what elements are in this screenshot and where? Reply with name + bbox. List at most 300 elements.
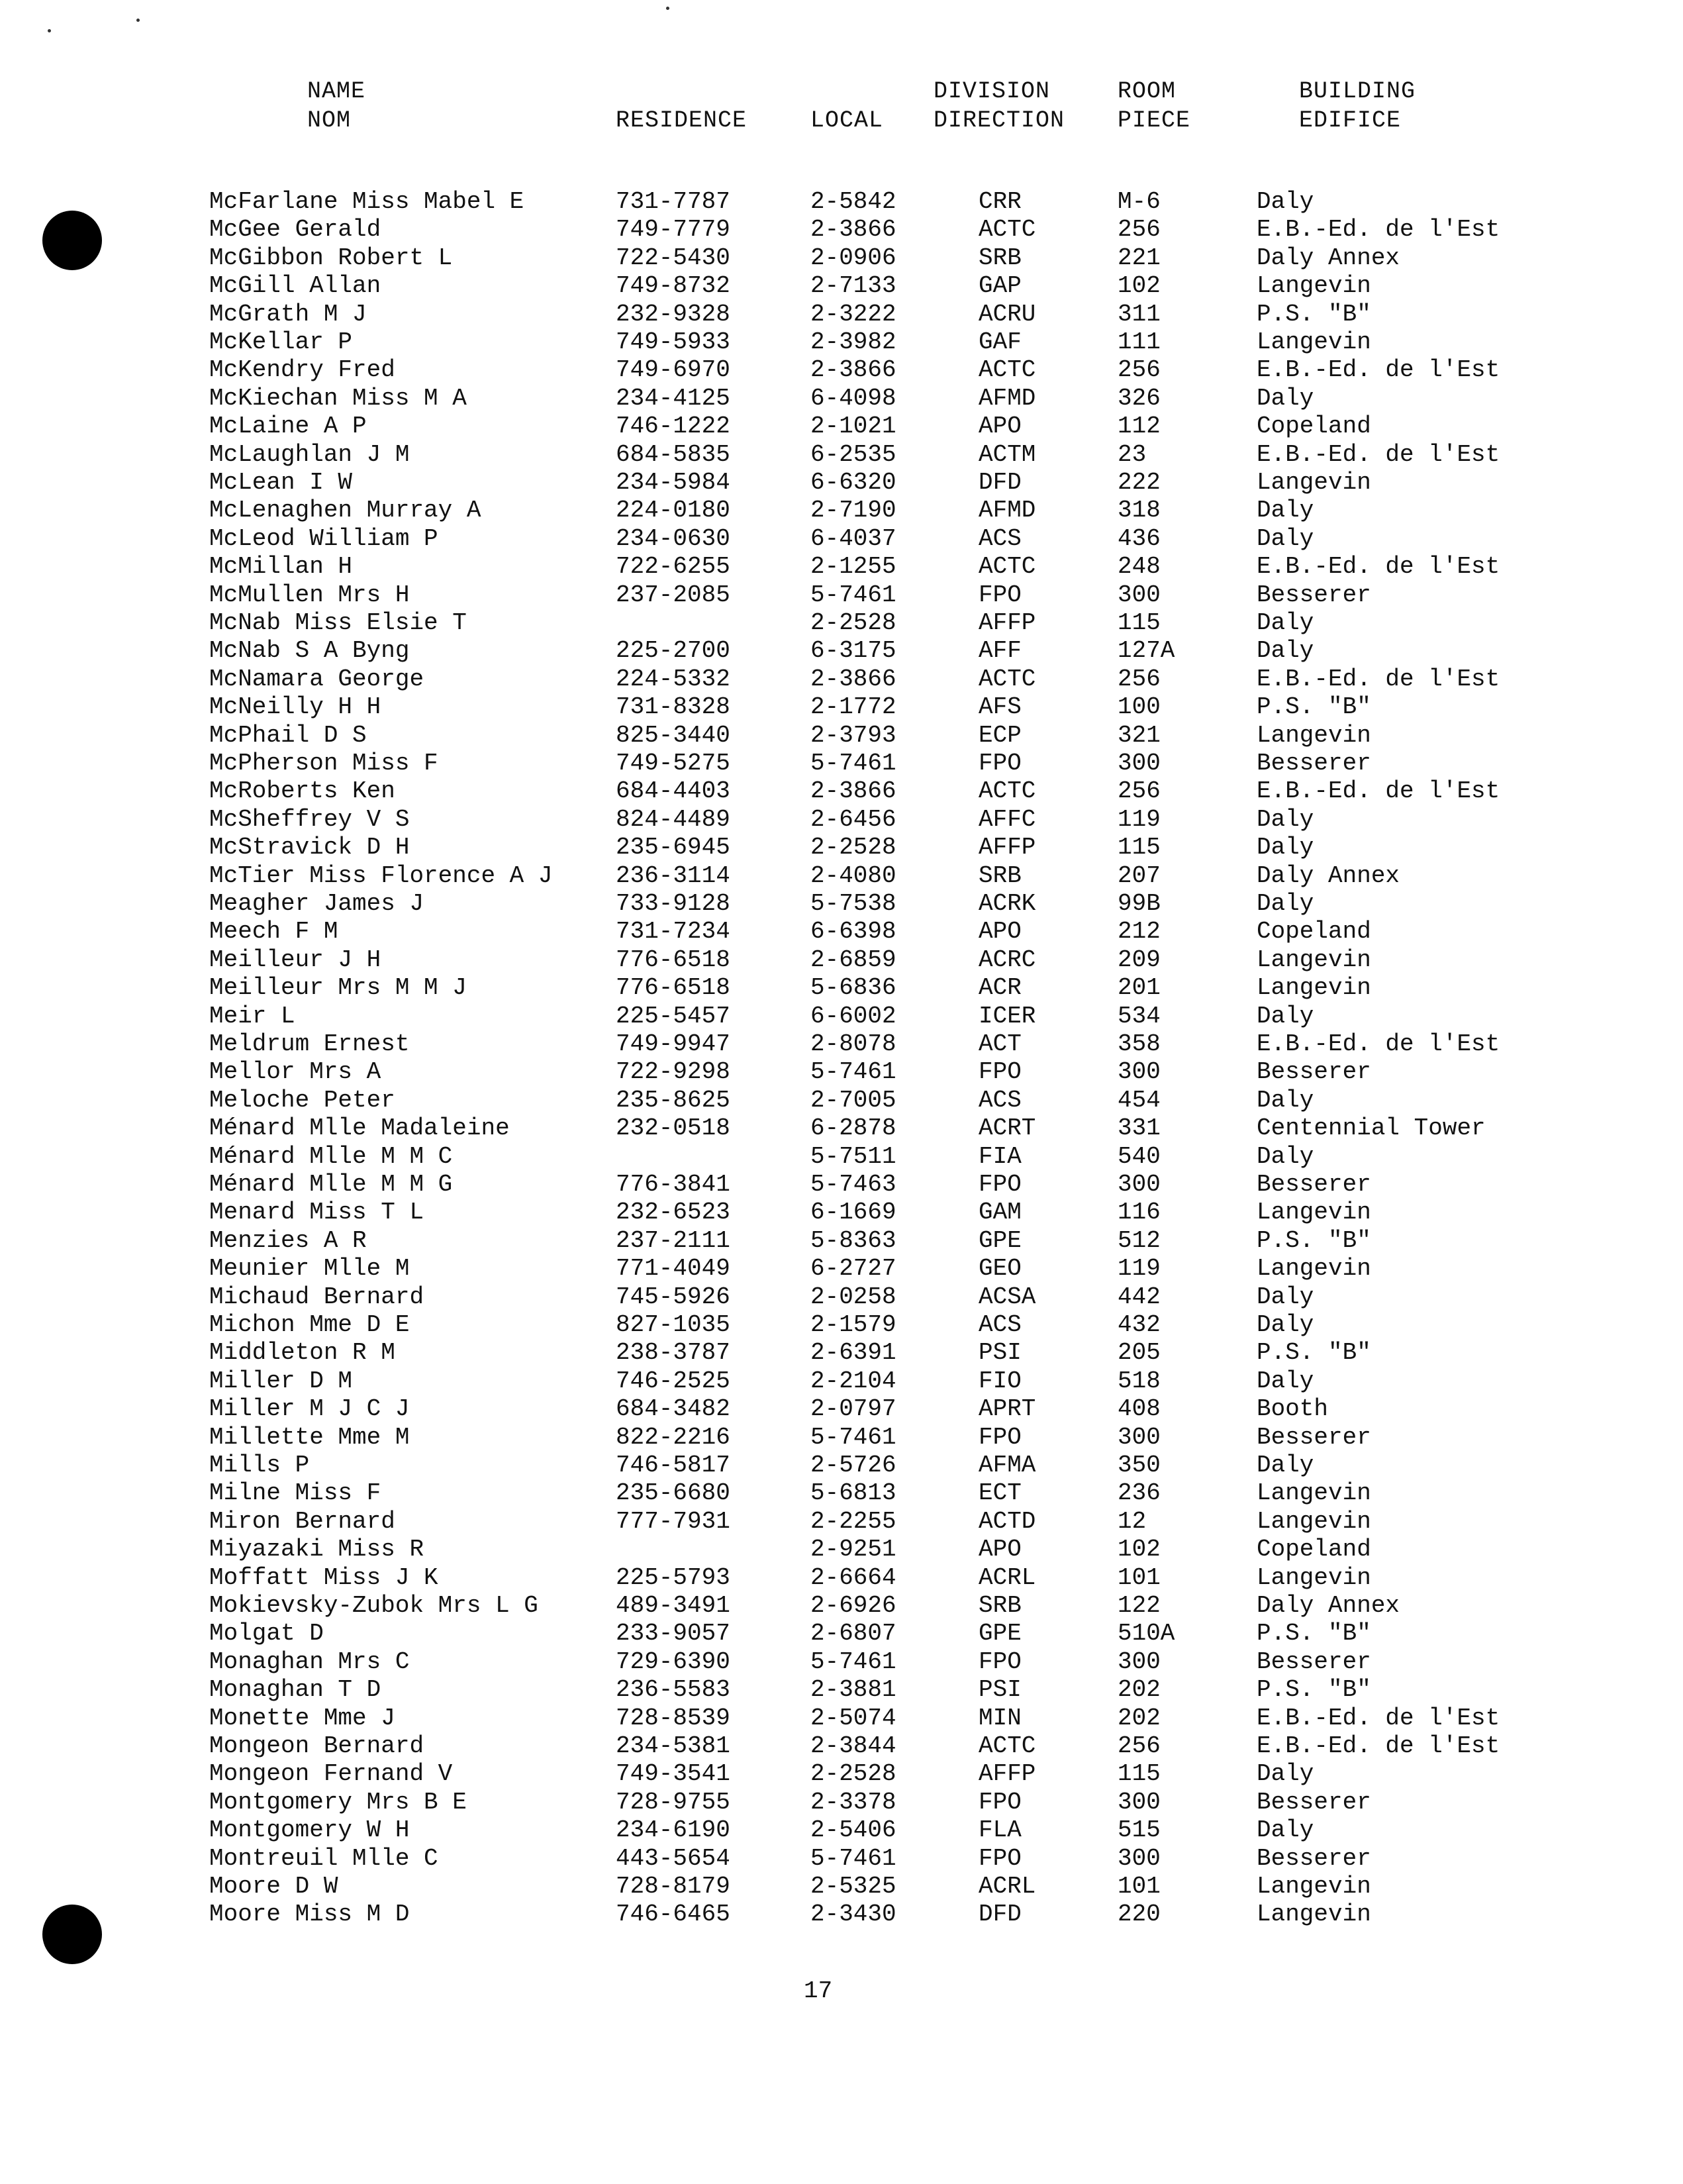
building-cell: Daly (1257, 1311, 1314, 1338)
building-cell: Besserer (1257, 1423, 1371, 1451)
building-cell: Besserer (1257, 1648, 1371, 1675)
residence-cell: 235-6945 (616, 834, 730, 862)
local-cell: 5-7461 (810, 1058, 896, 1086)
table-row (0, 1507, 1683, 1536)
room-cell: 111 (1118, 328, 1161, 356)
name-cell: Moore D W (209, 1873, 338, 1900)
table-row (0, 1535, 1683, 1564)
table-row (0, 244, 1683, 272)
division-cell: AFFP (979, 609, 1036, 636)
building-cell: Langevin (1257, 328, 1371, 356)
residence-cell: 746-1222 (616, 413, 730, 440)
building-cell: E.B.-Ed. de l'Est (1257, 216, 1500, 244)
building-cell: Langevin (1257, 1199, 1371, 1226)
local-cell: 5-7538 (810, 890, 896, 917)
table-row (0, 1338, 1683, 1367)
name-cell: McNab Miss Elsie T (209, 609, 467, 636)
name-cell: Milne Miss F (209, 1479, 381, 1507)
building-cell: Langevin (1257, 1507, 1371, 1535)
division-cell: DFD (979, 1901, 1022, 1928)
residence-cell: 776-6518 (616, 974, 730, 1002)
name-cell: Millette Mme M (209, 1423, 410, 1451)
room-cell: 358 (1118, 1030, 1161, 1058)
division-cell: SRB (979, 244, 1022, 272)
room-cell: 122 (1118, 1592, 1161, 1619)
table-row (0, 1395, 1683, 1423)
building-cell: Daly (1257, 1142, 1314, 1170)
residence-cell: 684-3482 (616, 1395, 730, 1423)
division-cell: GPE (979, 1620, 1022, 1648)
residence-cell: 825-3440 (616, 721, 730, 749)
local-cell: 2-3866 (810, 777, 896, 805)
building-cell: E.B.-Ed. de l'Est (1257, 1030, 1500, 1058)
residence-cell: 225-5457 (616, 1002, 730, 1030)
local-cell: 2-3793 (810, 721, 896, 749)
table-row (0, 693, 1683, 721)
speck (666, 7, 669, 10)
table-row (0, 1086, 1683, 1115)
division-cell: FPO (979, 1058, 1022, 1086)
name-cell: Molgat D (209, 1620, 324, 1648)
table-row (0, 1619, 1683, 1648)
division-cell: ACTC (979, 216, 1036, 244)
room-cell: 115 (1118, 834, 1161, 862)
name-cell: McLenaghen Murray A (209, 497, 481, 524)
division-cell: ACTC (979, 553, 1036, 581)
name-cell: Middleton R M (209, 1339, 395, 1367)
name-cell: McGill Allan (209, 272, 381, 300)
table-row (0, 328, 1683, 356)
division-cell: ACS (979, 1086, 1022, 1114)
room-cell: 534 (1118, 1002, 1161, 1030)
table-row (0, 1311, 1683, 1339)
residence-cell: 746-5817 (616, 1452, 730, 1479)
name-cell: Menzies A R (209, 1226, 367, 1254)
building-cell: E.B.-Ed. de l'Est (1257, 1732, 1500, 1760)
local-cell: 2-1772 (810, 693, 896, 721)
local-cell: 6-2878 (810, 1115, 896, 1142)
room-cell: 256 (1118, 665, 1161, 693)
name-cell: McFarlane Miss Mabel E (209, 188, 524, 215)
room-cell: 119 (1118, 805, 1161, 833)
room-cell: 518 (1118, 1367, 1161, 1395)
room-cell: 212 (1118, 918, 1161, 946)
local-cell: 5-7463 (810, 1171, 896, 1198)
room-cell: 318 (1118, 497, 1161, 524)
building-cell: E.B.-Ed. de l'Est (1257, 1704, 1500, 1732)
room-cell: 221 (1118, 244, 1161, 272)
division-cell: ACRU (979, 300, 1036, 328)
residence-cell: 232-0518 (616, 1115, 730, 1142)
local-cell: 6-3175 (810, 637, 896, 665)
table-row (0, 1283, 1683, 1311)
residence-cell: 235-6680 (616, 1479, 730, 1507)
division-cell: FPO (979, 1423, 1022, 1451)
name-cell: Montgomery Mrs B E (209, 1788, 467, 1816)
residence-cell: 232-6523 (616, 1199, 730, 1226)
building-cell: Daly (1257, 524, 1314, 552)
room-cell: 12 (1118, 1507, 1147, 1535)
local-cell: 2-2528 (810, 834, 896, 862)
table-row (0, 917, 1683, 946)
room-cell: 23 (1118, 440, 1147, 468)
table-row (0, 1142, 1683, 1171)
room-cell: 300 (1118, 1844, 1161, 1872)
division-cell: FPO (979, 1788, 1022, 1816)
residence-cell: 722-5430 (616, 244, 730, 272)
header-room-en: ROOM (1118, 78, 1177, 105)
division-cell: ACTD (979, 1507, 1036, 1535)
local-cell: 5-7461 (810, 1423, 896, 1451)
local-cell: 2-5325 (810, 1873, 896, 1900)
residence-cell: 443-5654 (616, 1844, 730, 1872)
name-cell: Monaghan T D (209, 1676, 381, 1704)
building-cell: Besserer (1257, 1788, 1371, 1816)
table-row (0, 468, 1683, 497)
building-cell: Langevin (1257, 1255, 1371, 1283)
local-cell: 2-7005 (810, 1086, 896, 1114)
residence-cell: 722-9298 (616, 1058, 730, 1086)
name-cell: Meir L (209, 1002, 295, 1030)
header-building (1299, 77, 1416, 135)
division-cell: CRR (979, 188, 1022, 215)
residence-cell: 827-1035 (616, 1311, 730, 1338)
division-cell: FPO (979, 750, 1022, 777)
building-cell: P.S. "B" (1257, 1676, 1371, 1704)
building-cell: Daly (1257, 609, 1314, 636)
division-cell: ACTC (979, 777, 1036, 805)
name-cell: McTier Miss Florence A J (209, 862, 553, 889)
division-cell: MIN (979, 1704, 1022, 1732)
name-cell: Miller D M (209, 1367, 353, 1395)
room-cell: 102 (1118, 1536, 1161, 1564)
residence-cell: 728-8539 (616, 1704, 730, 1732)
room-cell: 236 (1118, 1479, 1161, 1507)
division-cell: AFFC (979, 805, 1036, 833)
name-cell: Ménard Mlle M M C (209, 1142, 453, 1170)
local-cell: 6-6398 (810, 918, 896, 946)
building-cell: Daly (1257, 805, 1314, 833)
name-cell: McNamara George (209, 665, 424, 693)
room-cell: 256 (1118, 1732, 1161, 1760)
room-cell: 202 (1118, 1676, 1161, 1704)
local-cell: 2-1021 (810, 413, 896, 440)
local-cell: 2-6859 (810, 946, 896, 973)
table-row (0, 1816, 1683, 1844)
residence-cell: 235-8625 (616, 1086, 730, 1114)
local-cell: 2-3866 (810, 216, 896, 244)
building-cell: Langevin (1257, 1564, 1371, 1591)
name-cell: Montreuil Mlle C (209, 1844, 438, 1872)
room-cell: 350 (1118, 1452, 1161, 1479)
room-cell: 321 (1118, 721, 1161, 749)
residence-cell: 776-6518 (616, 946, 730, 973)
room-cell: 115 (1118, 1760, 1161, 1788)
residence-cell: 225-5793 (616, 1564, 730, 1591)
division-cell: APO (979, 918, 1022, 946)
division-cell: ACS (979, 1311, 1022, 1338)
room-cell: 515 (1118, 1816, 1161, 1844)
header-division (934, 77, 1065, 135)
room-cell: 512 (1118, 1226, 1161, 1254)
local-cell: 2-2528 (810, 1760, 896, 1788)
room-cell: 326 (1118, 384, 1161, 412)
local-cell: 6-4098 (810, 384, 896, 412)
table-row (0, 665, 1683, 693)
header-name-fr: NOM (307, 107, 352, 134)
building-cell: Centennial Tower (1257, 1115, 1486, 1142)
table-row (0, 440, 1683, 469)
table-row (0, 1030, 1683, 1058)
room-cell: 300 (1118, 1423, 1161, 1451)
table-row (0, 356, 1683, 384)
building-cell: P.S. "B" (1257, 1339, 1371, 1367)
header-division-en: DIVISION (934, 78, 1051, 105)
local-cell: 2-7190 (810, 497, 896, 524)
division-cell: ACRK (979, 890, 1036, 917)
building-cell: Daly (1257, 637, 1314, 665)
building-cell: Besserer (1257, 1844, 1371, 1872)
building-cell: Langevin (1257, 1873, 1371, 1900)
table-row (0, 1760, 1683, 1788)
division-cell: GEO (979, 1255, 1022, 1283)
room-cell: M-6 (1118, 188, 1161, 215)
table-row (0, 1114, 1683, 1142)
local-cell: 2-2104 (810, 1367, 896, 1395)
residence-cell: 729-6390 (616, 1648, 730, 1675)
name-cell: McKendry Fred (209, 356, 395, 384)
building-cell: Daly Annex (1257, 1592, 1400, 1619)
building-cell: Copeland (1257, 918, 1371, 946)
building-cell: Daly (1257, 890, 1314, 917)
local-cell: 5-7461 (810, 581, 896, 609)
division-cell: ECT (979, 1479, 1022, 1507)
table-row (0, 777, 1683, 805)
room-cell: 201 (1118, 974, 1161, 1002)
residence-cell: 733-9128 (616, 890, 730, 917)
division-cell: ACRT (979, 1115, 1036, 1142)
division-cell: FIA (979, 1142, 1022, 1170)
division-cell: ICER (979, 1002, 1036, 1030)
table-row (0, 1732, 1683, 1760)
local-cell: 5-8363 (810, 1226, 896, 1254)
name-cell: Meunier Mlle M (209, 1255, 410, 1283)
local-cell: 5-6836 (810, 974, 896, 1002)
room-cell: 408 (1118, 1395, 1161, 1423)
division-cell: FPO (979, 581, 1022, 609)
room-cell: 100 (1118, 693, 1161, 721)
header-room (1118, 77, 1190, 135)
division-cell: ACR (979, 974, 1022, 1002)
building-cell: Daly (1257, 834, 1314, 862)
building-cell: Langevin (1257, 721, 1371, 749)
residence-cell: 731-8328 (616, 693, 730, 721)
name-cell: Mongeon Bernard (209, 1732, 424, 1760)
table-row (0, 1479, 1683, 1507)
name-cell: Moffatt Miss J K (209, 1564, 438, 1591)
division-cell: ACTC (979, 356, 1036, 384)
name-cell: McLean I W (209, 469, 353, 496)
building-cell: Daly (1257, 1002, 1314, 1030)
residence-cell: 234-5984 (616, 469, 730, 496)
local-cell: 6-1669 (810, 1199, 896, 1226)
table-row (0, 1002, 1683, 1030)
name-cell: McPherson Miss F (209, 750, 438, 777)
table-row (0, 581, 1683, 609)
local-cell: 6-4037 (810, 524, 896, 552)
name-cell: McGibbon Robert L (209, 244, 453, 272)
local-cell: 2-7133 (810, 272, 896, 300)
building-cell: P.S. "B" (1257, 693, 1371, 721)
table-row (0, 524, 1683, 553)
local-cell: 2-6926 (810, 1592, 896, 1619)
local-cell: 2-5406 (810, 1816, 896, 1844)
room-cell: 119 (1118, 1255, 1161, 1283)
name-cell: Ménard Mlle Madaleine (209, 1115, 510, 1142)
name-cell: McLeod William P (209, 524, 438, 552)
table-row (0, 862, 1683, 890)
building-cell: Daly Annex (1257, 244, 1400, 272)
residence-cell: 234-5381 (616, 1732, 730, 1760)
division-cell: FLA (979, 1816, 1022, 1844)
table-row (0, 1564, 1683, 1592)
division-cell: ACT (979, 1030, 1022, 1058)
residence-cell: 746-6465 (616, 1901, 730, 1928)
residence-cell: 234-0630 (616, 524, 730, 552)
name-cell: Mills P (209, 1452, 310, 1479)
building-cell: E.B.-Ed. de l'Est (1257, 665, 1500, 693)
division-cell: AFFP (979, 1760, 1036, 1788)
name-cell: Meagher James J (209, 890, 424, 917)
name-cell: McMullen Mrs H (209, 581, 410, 609)
division-cell: GAP (979, 272, 1022, 300)
local-cell: 2-3982 (810, 328, 896, 356)
room-cell: 101 (1118, 1564, 1161, 1591)
building-cell: Copeland (1257, 413, 1371, 440)
local-cell: 2-9251 (810, 1536, 896, 1564)
header-name-en: NAME (307, 78, 366, 105)
name-cell: McSheffrey V S (209, 805, 410, 833)
name-cell: Miyazaki Miss R (209, 1536, 424, 1564)
local-cell: 2-0906 (810, 244, 896, 272)
division-cell: PSI (979, 1339, 1022, 1367)
building-cell: Besserer (1257, 750, 1371, 777)
name-cell: Meech F M (209, 918, 338, 946)
building-cell: Daly Annex (1257, 862, 1400, 889)
local-cell: 2-5842 (810, 188, 896, 215)
local-cell: 2-3378 (810, 1788, 896, 1816)
local-cell: 2-0797 (810, 1395, 896, 1423)
residence-cell: 728-8179 (616, 1873, 730, 1900)
table-row (0, 1872, 1683, 1901)
residence-cell: 236-3114 (616, 862, 730, 889)
name-cell: Mokievsky-Zubok Mrs L G (209, 1592, 538, 1619)
name-cell: Menard Miss T L (209, 1199, 424, 1226)
header-building-en: BUILDING (1299, 78, 1416, 105)
room-cell: 205 (1118, 1339, 1161, 1367)
local-cell: 2-5074 (810, 1704, 896, 1732)
division-cell: ACRL (979, 1873, 1036, 1900)
name-cell: Michaud Bernard (209, 1283, 424, 1311)
building-cell: Langevin (1257, 1901, 1371, 1928)
table-row (0, 721, 1683, 750)
name-cell: McGee Gerald (209, 216, 381, 244)
name-cell: Meloche Peter (209, 1086, 395, 1114)
building-cell: Langevin (1257, 1479, 1371, 1507)
local-cell: 5-7511 (810, 1142, 896, 1170)
room-cell: 127A (1118, 637, 1175, 665)
division-cell: ACTM (979, 440, 1036, 468)
name-cell: McNab S A Byng (209, 637, 410, 665)
local-cell: 6-2727 (810, 1255, 896, 1283)
table-row (0, 1704, 1683, 1732)
table-row (0, 973, 1683, 1002)
building-cell: Langevin (1257, 946, 1371, 973)
building-cell: Besserer (1257, 581, 1371, 609)
residence-cell: 684-5835 (616, 440, 730, 468)
name-cell: Mellor Mrs A (209, 1058, 381, 1086)
division-cell: DFD (979, 469, 1022, 496)
local-cell: 2-3844 (810, 1732, 896, 1760)
room-cell: 202 (1118, 1704, 1161, 1732)
building-cell: Daly (1257, 1452, 1314, 1479)
table-row (0, 833, 1683, 862)
room-cell: 207 (1118, 862, 1161, 889)
residence-cell: 777-7931 (616, 1507, 730, 1535)
local-cell: 2-6664 (810, 1564, 896, 1591)
room-cell: 300 (1118, 1788, 1161, 1816)
residence-cell: 233-9057 (616, 1620, 730, 1648)
residence-cell: 232-9328 (616, 300, 730, 328)
table-row (0, 1058, 1683, 1086)
residence-cell: 236-5583 (616, 1676, 730, 1704)
building-cell: Langevin (1257, 469, 1371, 496)
residence-cell: 489-3491 (616, 1592, 730, 1619)
building-cell: Besserer (1257, 1171, 1371, 1198)
building-cell: Langevin (1257, 974, 1371, 1002)
room-cell: 115 (1118, 609, 1161, 636)
residence-cell: 728-9755 (616, 1788, 730, 1816)
division-cell: GPE (979, 1226, 1022, 1254)
local-cell: 2-6456 (810, 805, 896, 833)
building-cell: Daly (1257, 1283, 1314, 1311)
division-cell: AFFP (979, 834, 1036, 862)
residence-cell: 684-4403 (616, 777, 730, 805)
table-row (0, 1367, 1683, 1395)
table-row (0, 1648, 1683, 1676)
building-cell: P.S. "B" (1257, 1226, 1371, 1254)
table-row (0, 384, 1683, 413)
table-row (0, 1675, 1683, 1704)
table-row (0, 1451, 1683, 1479)
room-cell: 116 (1118, 1199, 1161, 1226)
building-cell: Copeland (1257, 1536, 1371, 1564)
residence-cell: 731-7787 (616, 188, 730, 215)
table-row (0, 272, 1683, 300)
local-cell: 2-1255 (810, 553, 896, 581)
building-cell: P.S. "B" (1257, 300, 1371, 328)
residence-cell: 776-3841 (616, 1171, 730, 1198)
residence-cell: 722-6255 (616, 553, 730, 581)
room-cell: 300 (1118, 750, 1161, 777)
speck (136, 19, 140, 22)
room-cell: 300 (1118, 1058, 1161, 1086)
building-cell: Daly (1257, 188, 1314, 215)
building-cell: Daly (1257, 1086, 1314, 1114)
name-cell: McRoberts Ken (209, 777, 395, 805)
table-row (0, 609, 1683, 637)
room-cell: 510A (1118, 1620, 1175, 1648)
